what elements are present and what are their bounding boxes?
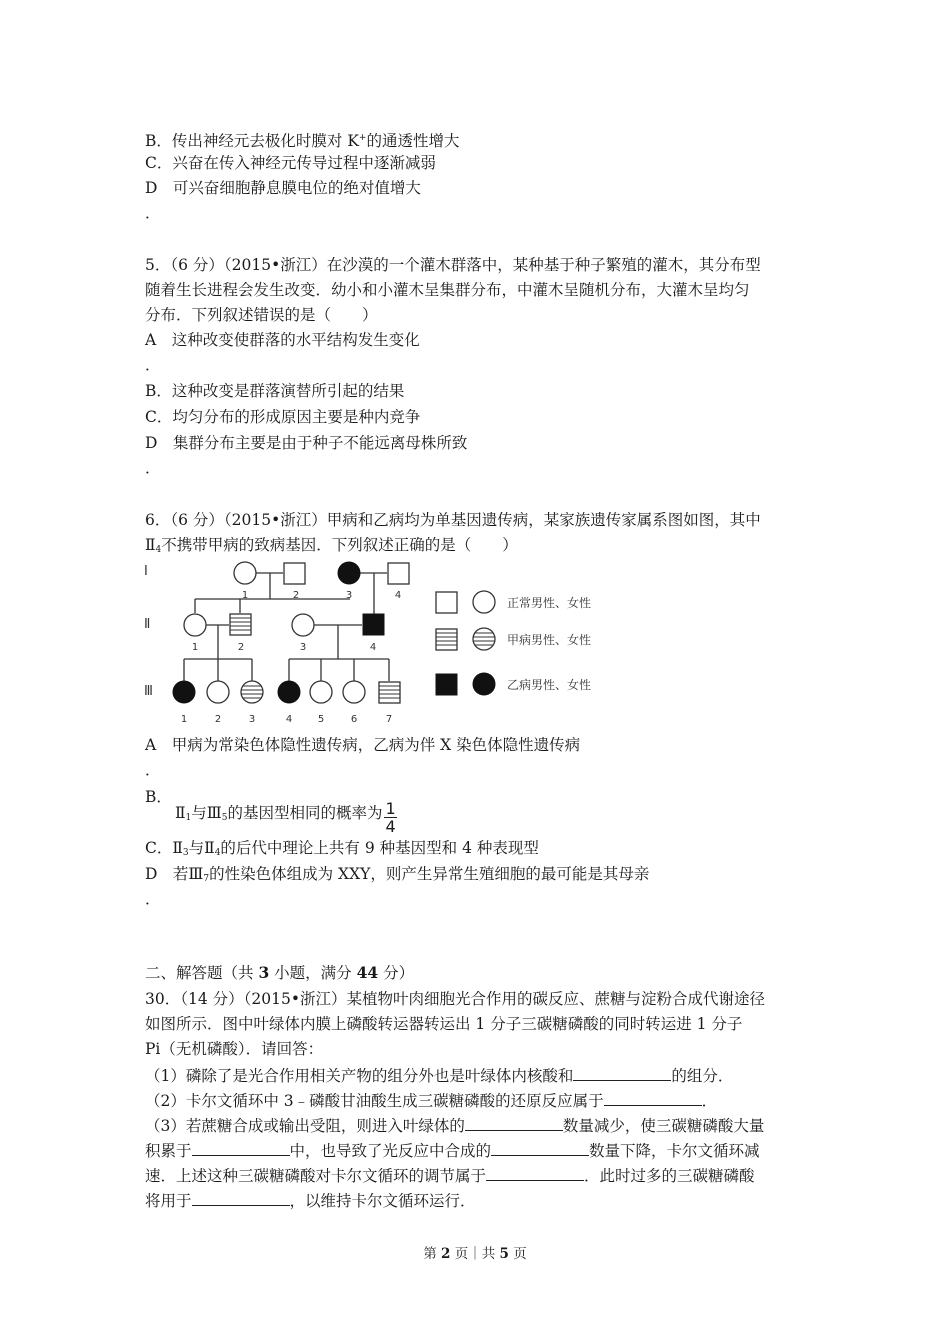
answer-blank[interactable] xyxy=(192,1189,290,1206)
q6-option-a-dot: ． xyxy=(145,761,161,779)
pedigree-ii2-disease-a-male xyxy=(230,614,251,635)
legend-normal-male xyxy=(436,592,457,613)
answer-blank[interactable] xyxy=(491,1139,589,1156)
pedigree-number: 4 xyxy=(394,590,402,601)
pedigree-number: 2 xyxy=(237,642,245,653)
pedigree-i4-normal-male xyxy=(388,563,409,584)
q6-stem-line2: $Ⅱ_4$不携带甲病的致病基因．下列叙述正确的是（ ） xyxy=(145,536,518,555)
legend-disease-b-female xyxy=(473,673,495,695)
q6-option-a: A 甲病为常染色体隐性遗传病，乙病为伴 X 染色体隐性遗传病 xyxy=(145,736,581,754)
pedigree-chart xyxy=(140,555,630,727)
generation-label-iii: Ⅲ xyxy=(144,684,153,699)
pedigree-number: 4 xyxy=(369,642,377,653)
generation-label-i: Ⅰ xyxy=(144,564,148,579)
q30-part2: （2）卡尔文循环中 3﹣磷酸甘油酸生成三碳糖磷酸的还原反应属于 ． xyxy=(145,1089,717,1111)
q30-stem-line1: 30．（14 分）（2015•浙江）某植物叶肉细胞光合作用的碳反应、蔗糖与淀粉合成代谢途径 xyxy=(145,990,765,1008)
pedigree-iii7-disease-a-male xyxy=(379,682,400,703)
q5-option-d: D 集群分布主要是由于种子不能远离母株所致 xyxy=(145,434,468,452)
legend-disease-b-male xyxy=(436,674,457,695)
answer-blank[interactable] xyxy=(604,1089,702,1106)
q6-stem-line1: 6．（6 分）（2015•浙江）甲病和乙病均为单基因遗传病，某家族遗传家属系图如图，其中 xyxy=(145,511,761,529)
pedigree-ii3-normal-female xyxy=(292,614,314,636)
pedigree-number: 2 xyxy=(214,714,222,725)
pedigree-ii4-disease-b-male xyxy=(363,614,384,635)
q30-stem-line2: 如图所示．图中叶绿体内膜上磷酸转运器转运出 1 分子三碳糖磷酸的同时转运进 1 分子 xyxy=(145,1015,743,1033)
q5-stem-line2: 随着生长进程会发生改变．幼小和小灌木呈集群分布，中灌木呈随机分布，大灌木呈均匀 xyxy=(145,281,750,299)
q4-option-d: D 可兴奋细胞静息膜电位的绝对值增大 xyxy=(145,179,421,197)
q6-option-b: $Ⅱ_1$与$Ⅲ_5$的基因型相同的概率为 $\frac{1}{4}$ xyxy=(175,799,396,836)
legend-normal-female xyxy=(473,591,495,613)
legend-disease-b-label: 乙病男性、女性 xyxy=(507,678,592,692)
pedigree-iii3-disease-a-female xyxy=(241,681,263,703)
legend-disease-a-female xyxy=(473,628,495,650)
pedigree-number: 3 xyxy=(345,590,353,601)
q5-stem-line3: 分布．下列叙述错误的是（ ） xyxy=(145,306,378,324)
answer-blank[interactable] xyxy=(192,1139,290,1156)
generation-label-ii: Ⅱ xyxy=(144,617,151,632)
pedigree-i1-normal-female xyxy=(234,562,256,584)
q5-stem-line1: 5．（6 分）（2015•浙江）在沙漠的一个灌木群落中，某种基于种子繁殖的灌木，其分布型 xyxy=(145,256,761,274)
q6-option-c: C．$Ⅱ_3$与$Ⅱ_4$的后代中理论上共有 9 种基因型和 4 种表现型 xyxy=(145,839,539,858)
pedigree-iii6-normal-female xyxy=(343,681,365,703)
pedigree-number: 1 xyxy=(191,642,199,653)
fraction-one-quarter: $\frac{1}{4}$ xyxy=(385,799,396,836)
pedigree-number: 7 xyxy=(385,714,393,725)
section-heading: 二、解答题（共 3 小题，满分 44 分） xyxy=(145,963,415,982)
page-footer: 第 2 页｜共 5 页 xyxy=(423,1246,527,1262)
pedigree-number: 1 xyxy=(180,714,188,725)
q4-option-d-dot: ． xyxy=(145,204,161,222)
q30-part3-line3: 速．上述这种三碳糖磷酸对卡尔文循环的调节属于 ．此时过多的三碳糖磷酸 xyxy=(145,1164,755,1186)
pedigree-ii1-normal-female xyxy=(184,614,206,636)
legend-disease-a-male xyxy=(436,629,457,650)
pedigree-i3-disease-b-female xyxy=(338,562,360,584)
pedigree-number: 5 xyxy=(317,714,325,725)
answer-blank[interactable] xyxy=(486,1164,584,1181)
pedigree-number: 4 xyxy=(285,714,293,725)
pedigree-iii4-disease-b-female xyxy=(278,681,300,703)
pedigree-iii5-normal-female xyxy=(310,681,332,703)
answer-blank[interactable] xyxy=(573,1064,671,1081)
q6-option-b-label: B． xyxy=(145,788,172,806)
q4-option-c: C．兴奋在传入神经元传导过程中逐渐减弱 xyxy=(145,154,436,172)
q30-part3-line1: （3）若蔗糖合成或输出受阻，则进入叶绿体的 数量减少，使三碳糖磷酸大量 xyxy=(145,1114,764,1136)
q5-option-a-dot: ． xyxy=(145,356,161,374)
q30-part3-line4: 将用于 ，以维持卡尔文循环运行． xyxy=(145,1189,476,1211)
q4-option-b: B．传出神经元去极化时膜对 K+的通透性增大 xyxy=(145,132,460,150)
q5-option-a: A 这种改变使群落的水平结构发生变化 xyxy=(145,331,420,349)
q5-option-b: B．这种改变是群落演替所引起的结果 xyxy=(145,382,405,400)
answer-blank[interactable] xyxy=(465,1114,563,1131)
q5-option-d-dot: ． xyxy=(145,459,161,477)
pedigree-number: 3 xyxy=(248,714,256,725)
q30-part3-line2: 积累于 中，也导致了光反应中合成的 数量下降，卡尔文循环减 xyxy=(145,1139,760,1161)
pedigree-number: 6 xyxy=(350,714,358,725)
q30-stem-line3: Pi（无机磷酸）．请回答： xyxy=(145,1040,324,1058)
pedigree-number: 2 xyxy=(292,590,300,601)
legend-normal-label: 正常男性、女性 xyxy=(507,596,592,610)
q6-option-d: D 若$Ⅲ_7$的性染色体组成为 XXY，则产生异常生殖细胞的最可能是其母亲 xyxy=(145,865,650,884)
pedigree-iii2-normal-female xyxy=(207,681,229,703)
q5-option-c: C．均匀分布的形成原因主要是种内竞争 xyxy=(145,408,421,426)
q30-part1: （1）磷除了是光合作用相关产物的组分外也是叶绿体内核酸和 的组分． xyxy=(145,1064,733,1086)
legend-disease-a-label: 甲病男性、女性 xyxy=(507,633,592,647)
pedigree-iii1-disease-b-female xyxy=(173,681,195,703)
pedigree-number: 1 xyxy=(241,590,249,601)
pedigree-number: 3 xyxy=(299,642,307,653)
pedigree-i2-normal-male xyxy=(284,563,305,584)
q6-option-d-dot: ． xyxy=(145,890,161,908)
